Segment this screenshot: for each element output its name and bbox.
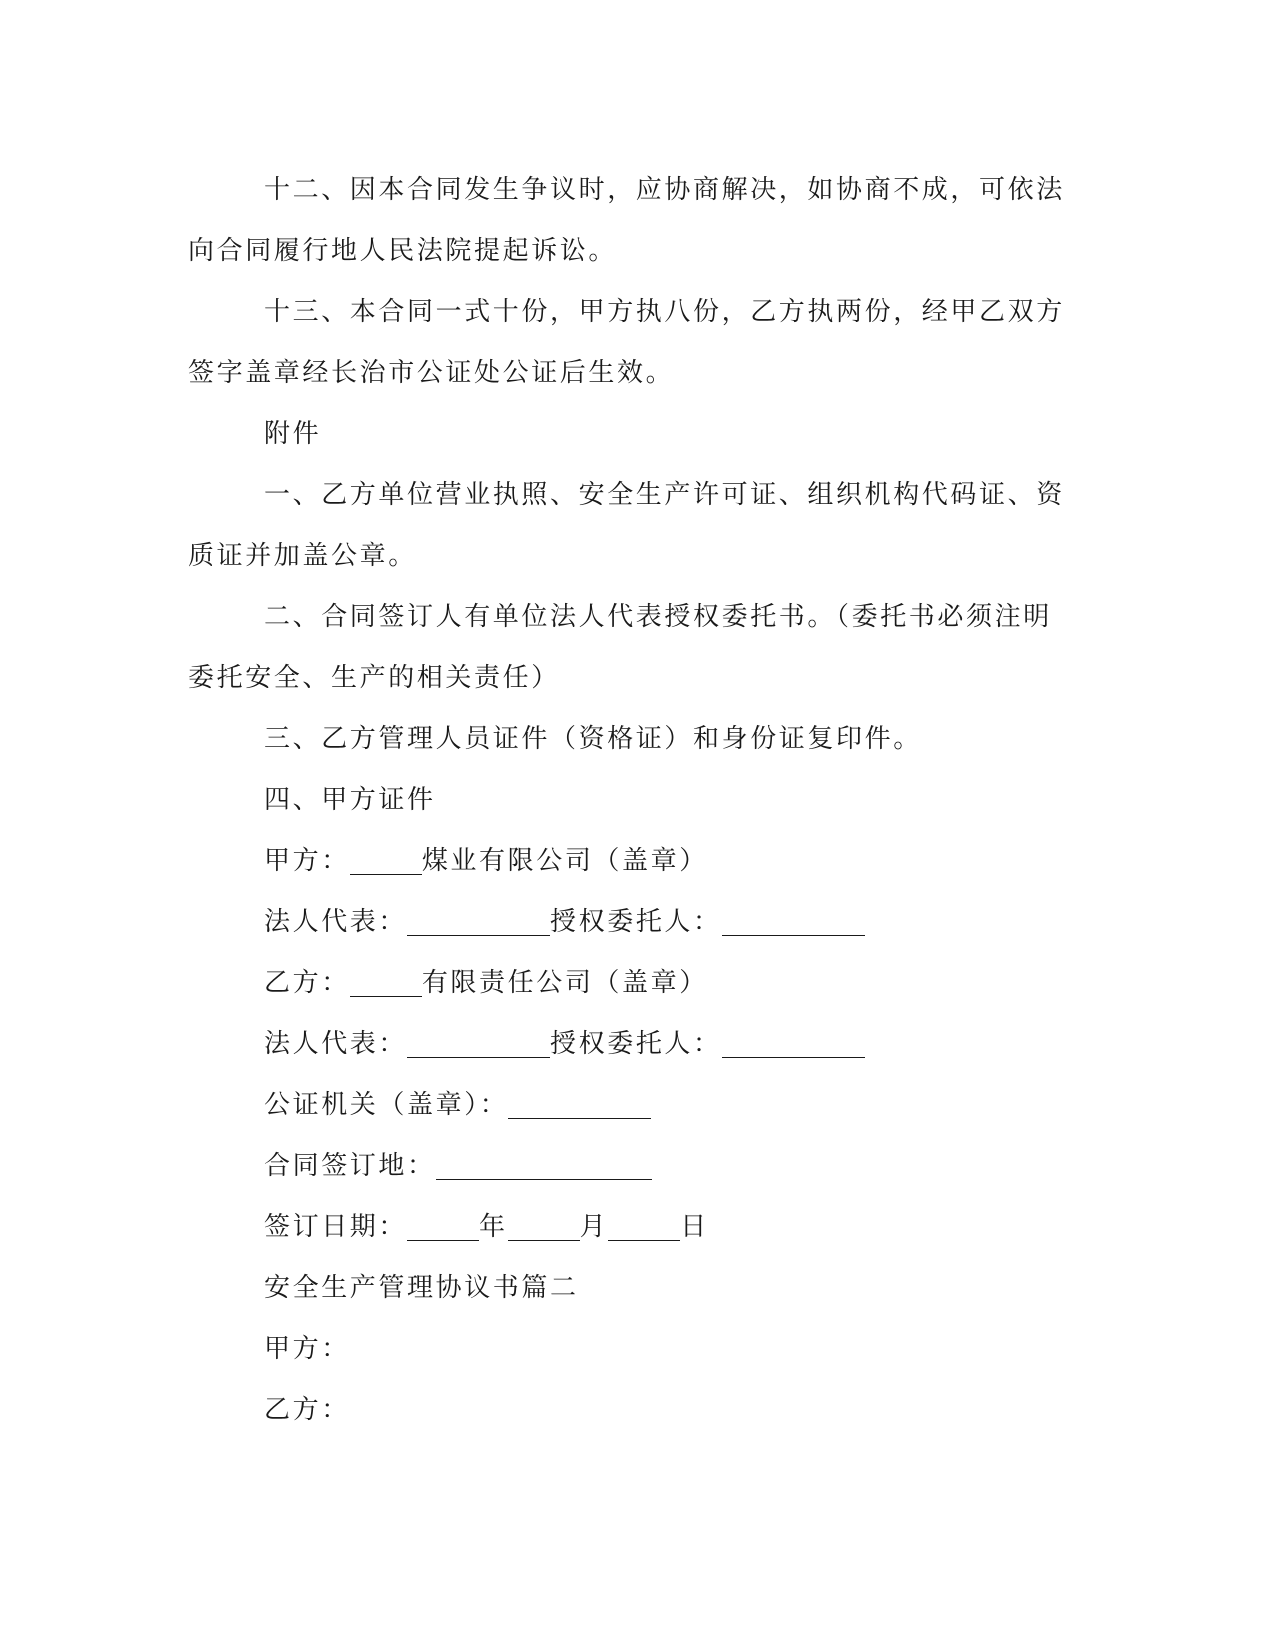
party-b-rep-line (188, 1014, 1068, 1075)
party-b-label: 乙方： (264, 1395, 350, 1425)
party-a-suffix: 煤业有限公司（盖章） (421, 846, 708, 876)
document-body (188, 160, 1068, 1441)
authorized-agent-blank (722, 1027, 865, 1058)
clause-13-line-1: 十三、本合同一式十份，甲方执八份，乙方执两份，经甲乙双方 (264, 297, 1065, 327)
attachment-4: 四、甲方证件 (264, 785, 436, 815)
legal-rep-label: 法人代表： (264, 1029, 408, 1059)
signing-date-label: 签订日期： (264, 1212, 408, 1242)
notary-line (188, 1075, 1068, 1136)
party-b-signature-line (188, 953, 1068, 1014)
year-blank (407, 1210, 479, 1241)
legal-rep-blank (407, 905, 550, 936)
day-label: 日 (680, 1212, 709, 1242)
party-b-suffix: 有限责任公司（盖章） (421, 968, 708, 998)
attachment-3: 三、乙方管理人员证件（资格证）和身份证复印件。 (264, 724, 922, 754)
signing-date-line (188, 1197, 1068, 1258)
attachment-1-line-1: 一、乙方单位营业执照、安全生产许可证、组织机构代码证、资 (264, 480, 1065, 510)
clause-12-line-2: 向合同履行地人民法院提起诉讼。 (188, 236, 618, 266)
day-blank (608, 1210, 680, 1241)
authorized-agent-label: 授权委托人： (550, 907, 722, 937)
authorized-agent-label: 授权委托人： (550, 1029, 722, 1059)
attachment-1-line-2: 质证并加盖公章。 (188, 541, 417, 571)
party-a-prefix: 甲方： (264, 846, 350, 876)
signing-place-label: 合同签订地： (264, 1151, 436, 1181)
party-a-rep-line (188, 892, 1068, 953)
clause-12-line-1: 十二、因本合同发生争议时，应协商解决，如协商不成，可依法 (264, 175, 1065, 205)
signing-place-line (188, 1136, 1068, 1197)
section-two-title: 安全生产管理协议书篇二 (264, 1273, 579, 1303)
party-a-signature-line (188, 831, 1068, 892)
attachment-2-line-1: 二、合同签订人有单位法人代表授权委托书。（委托书必须注明 (264, 602, 1052, 632)
attachments-heading: 附件 (264, 419, 322, 449)
notary-blank (508, 1088, 651, 1119)
party-b-prefix: 乙方： (264, 968, 350, 998)
year-label: 年 (479, 1212, 508, 1242)
month-label: 月 (579, 1212, 609, 1242)
legal-rep-blank (407, 1027, 550, 1058)
notary-label: 公证机关（盖章）： (264, 1090, 509, 1120)
authorized-agent-blank (722, 905, 865, 936)
legal-rep-label: 法人代表： (264, 907, 408, 937)
attachment-2-line-2: 委托安全、生产的相关责任） (188, 663, 560, 693)
party-a-name-blank (350, 844, 422, 875)
month-blank (508, 1210, 580, 1241)
signing-place-blank (436, 1149, 652, 1180)
party-b-name-blank (350, 966, 422, 997)
party-a-label: 甲方： (264, 1334, 350, 1364)
clause-13-line-2: 签字盖章经长治市公证处公证后生效。 (188, 358, 675, 388)
